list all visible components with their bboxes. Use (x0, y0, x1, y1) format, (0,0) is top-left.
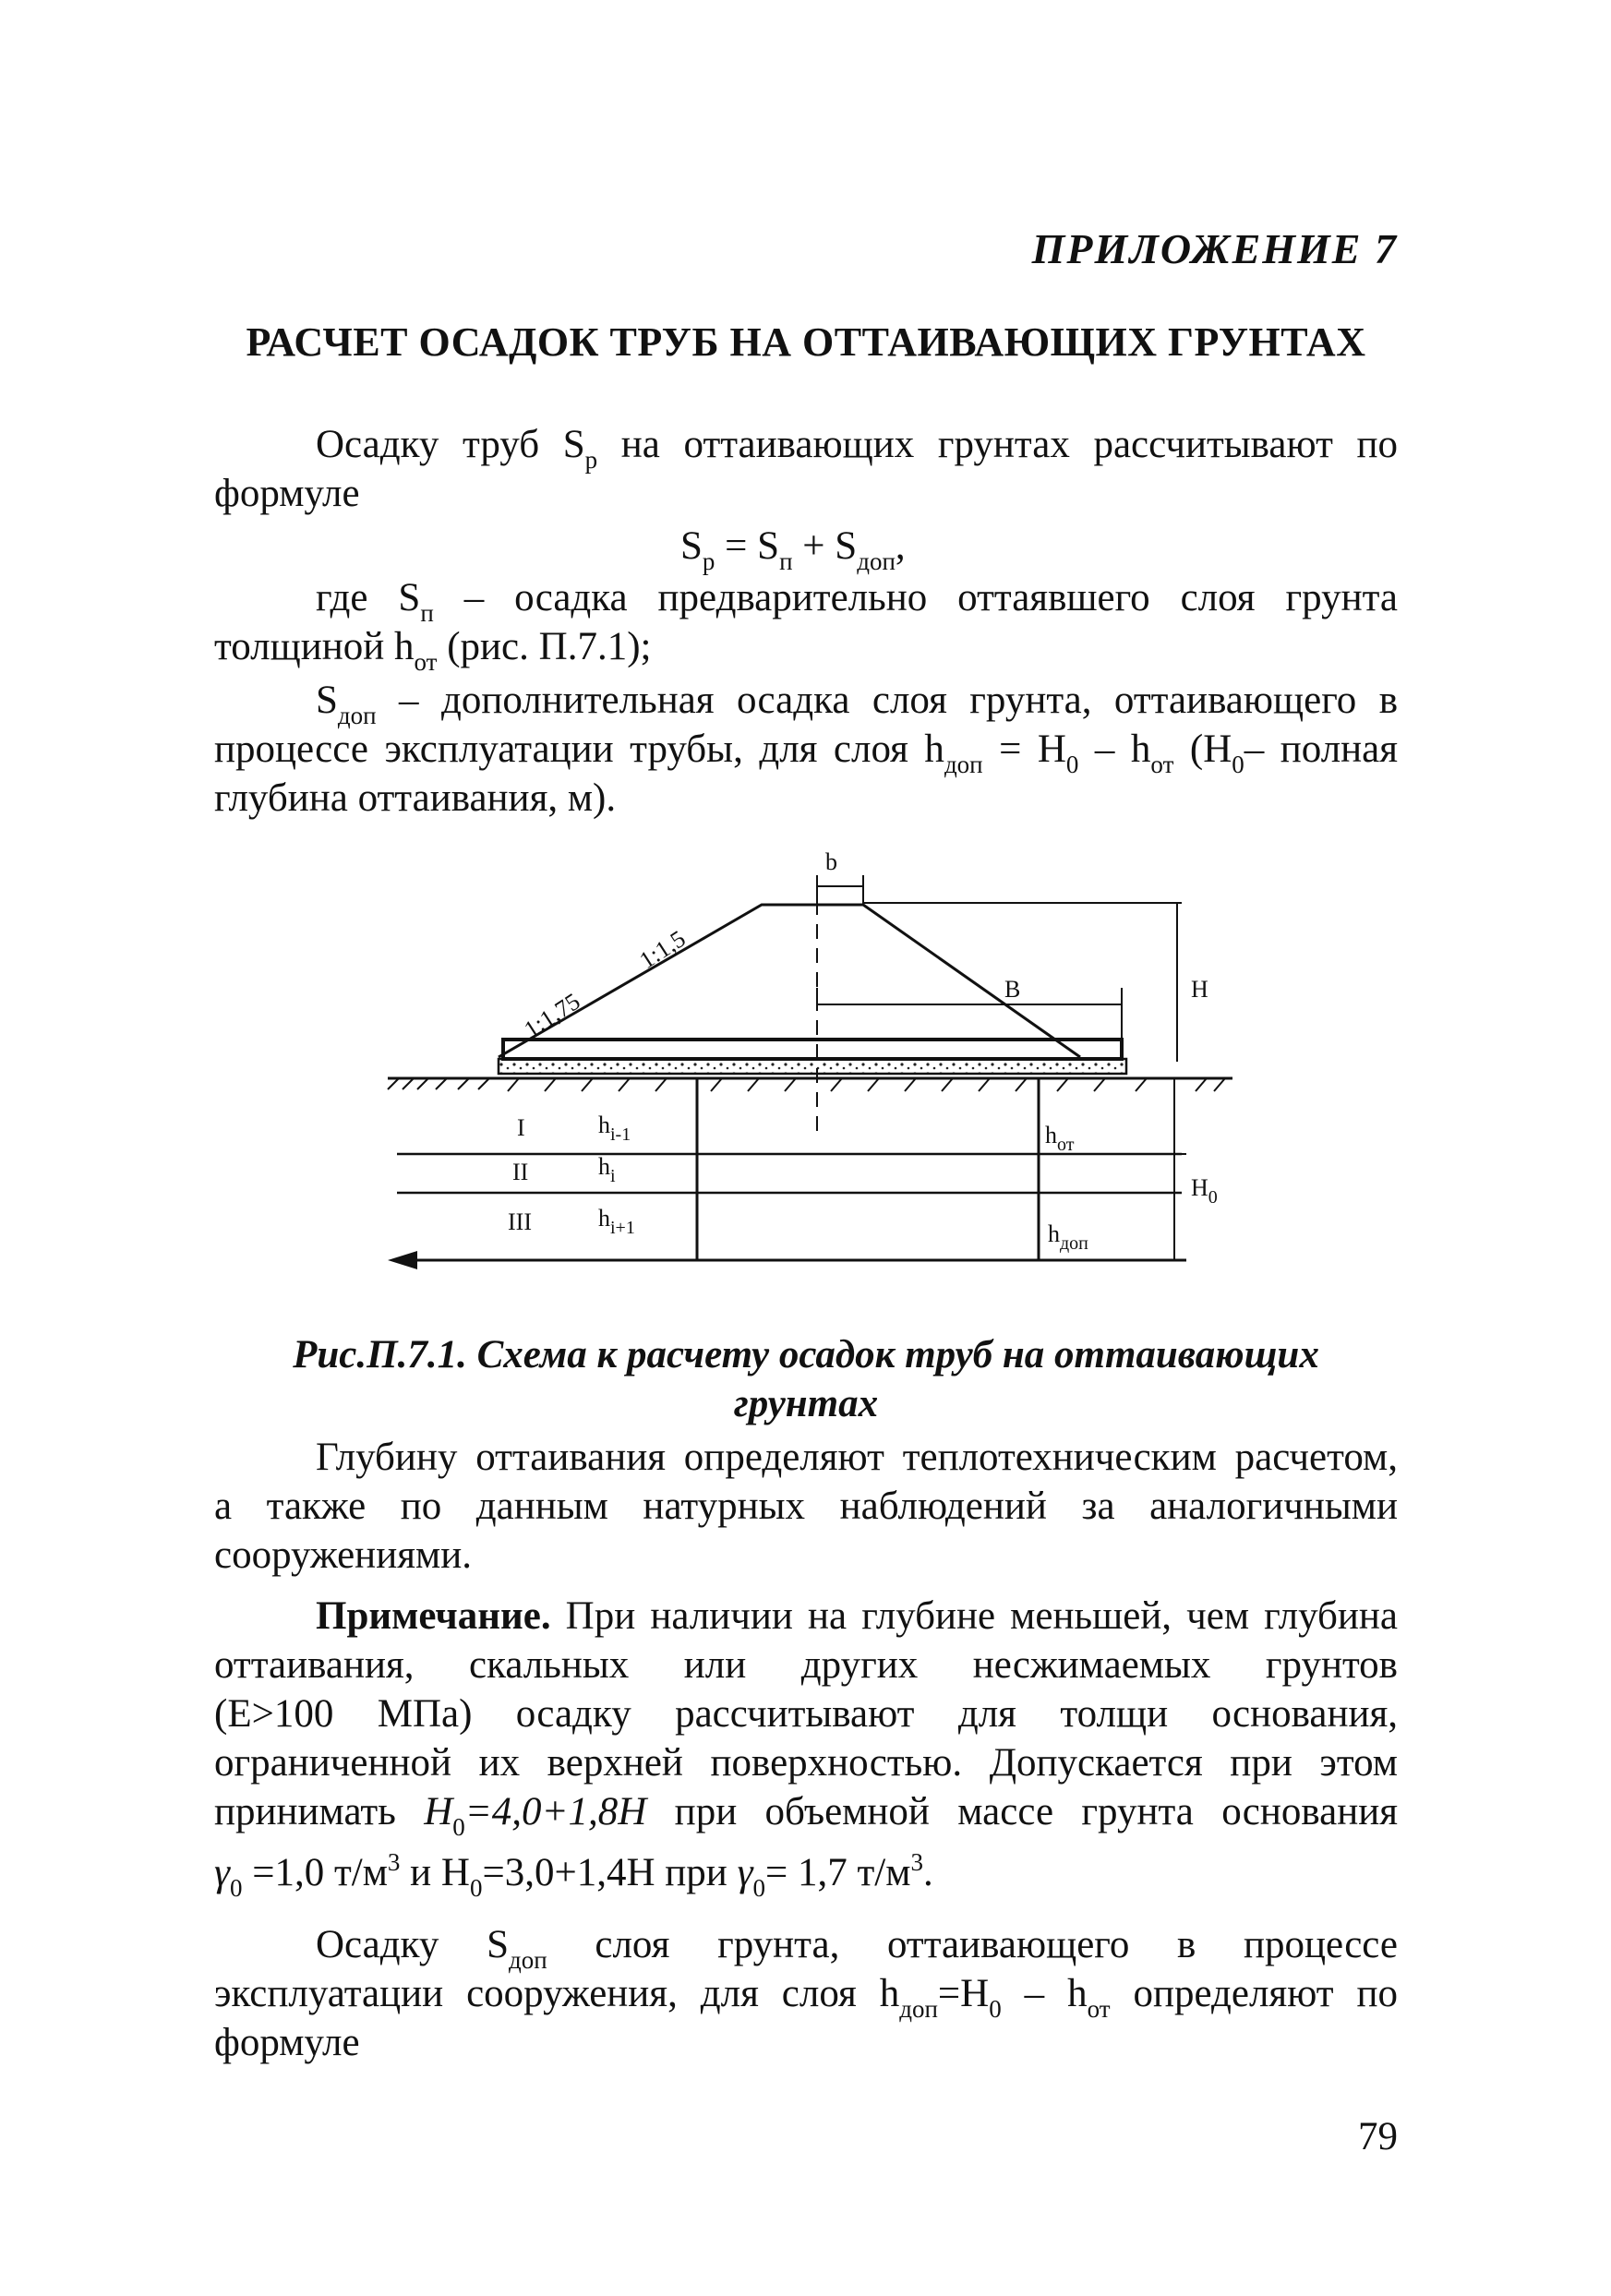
ground-hatching (388, 1078, 1225, 1091)
note-line-5: принимать $H_0=4,0+1,8H$ при объемной массе грунта основания (214, 1790, 1398, 1841)
label-H: H (1191, 976, 1208, 1003)
note-label: Примечание. (316, 1594, 551, 1638)
where2-line-3: глубина оттаивания, м). (214, 776, 617, 820)
para1-line-3: сооружениями. (214, 1533, 472, 1577)
label-b: b (825, 849, 837, 875)
note-line-4: ограниченной их верхней поверхностью. Допускается при этом (214, 1741, 1398, 1785)
appendix-label: ПРИЛОЖЕНИЕ 7 (1031, 225, 1398, 272)
label-layer-I: I (517, 1114, 525, 1141)
where1-line-1: где $S_п$ – осадка предварительно оттаявшего слоя грунта (316, 576, 1398, 627)
label-layer-III: III (508, 1208, 532, 1235)
intro-line-1: Осадку труб $S_р$ на оттаивающих грунтах рассчитывают по (316, 423, 1398, 474)
label-h-dop: $h_{доп}$ (1048, 1220, 1088, 1254)
para1-line-1: Глубину оттаивания определяют теплотехническим расчетом, (316, 1436, 1398, 1479)
page-title: РАСЧЕТ ОСАДОК ТРУБ НА ОТТАИВАЮЩИХ ГРУНТАХ (246, 319, 1366, 365)
where2-line-1: $S_{доп}$ – дополнительная осадка слоя грунта, оттаивающего в (316, 679, 1398, 729)
label-B: B (1004, 976, 1021, 1003)
note-line-1: Примечание. При наличии на глубине меньшей, чем глубина (316, 1594, 1398, 1638)
label-h-prev: $h_{i-1}$ (598, 1112, 631, 1145)
label-H0: $H_0$ (1191, 1174, 1218, 1208)
where2-line-2: процессе эксплуатации трубы, для слоя $h_{доп} = H_0 - h_{от}$ ($H_0-$ полная (214, 727, 1399, 778)
label-slope-1-1-75: 1:1,75 (519, 987, 585, 1044)
para1-line-2: а также по данным натурных наблюдений за аналогичными (214, 1485, 1398, 1528)
formula-sp: $S_р = S_п + S_{доп}$, (680, 524, 906, 575)
figure-caption: Рис.П.7.1. Схема к расчету осадок труб на оттаивающих грунтах (293, 1333, 1319, 1425)
where1-line-2: толщиной $h_{от}$ (рис. П.7.1); (214, 625, 652, 676)
para2-line-3: формуле (214, 2021, 360, 2064)
note-line-3: (E>100 МПа) осадку рассчитывают для толщи основания, (214, 1692, 1398, 1736)
bedding-layer (499, 1059, 1126, 1074)
para2-line-1: Осадку $S_{доп}$ слоя грунта, оттаивающего в процессе (316, 1923, 1398, 1974)
para2-line-2: эксплуатации сооружения, для слоя $h_{доп}=H_0 - h_{от}$ определяют по (214, 1972, 1398, 2023)
embankment-outline (499, 905, 1080, 1057)
page-number: 79 (1358, 2115, 1398, 2158)
note-line-2: оттаивания, скальных или других несжимаемых грунтов (214, 1643, 1398, 1687)
arrow-left-icon (388, 1251, 417, 1269)
pipe-body (503, 1040, 1122, 1059)
label-h-ot: $h_{от}$ (1045, 1122, 1075, 1155)
label-h-next: $h_{i+1}$ (598, 1205, 635, 1238)
label-layer-II: II (512, 1159, 529, 1185)
label-h-cur: $h_i$ (598, 1153, 616, 1186)
label-slope-1-1-5: 1:1,5 (634, 924, 691, 975)
intro-line-2: формуле (214, 472, 360, 515)
note-line-6: $\gamma_0 =1,0$ $т/м^3$ и $H_0=3,0+1,4H$ при $\gamma_0= 1,7$ $т/м^3$. (214, 1848, 933, 1902)
settlement-scheme-figure (369, 849, 1256, 1292)
